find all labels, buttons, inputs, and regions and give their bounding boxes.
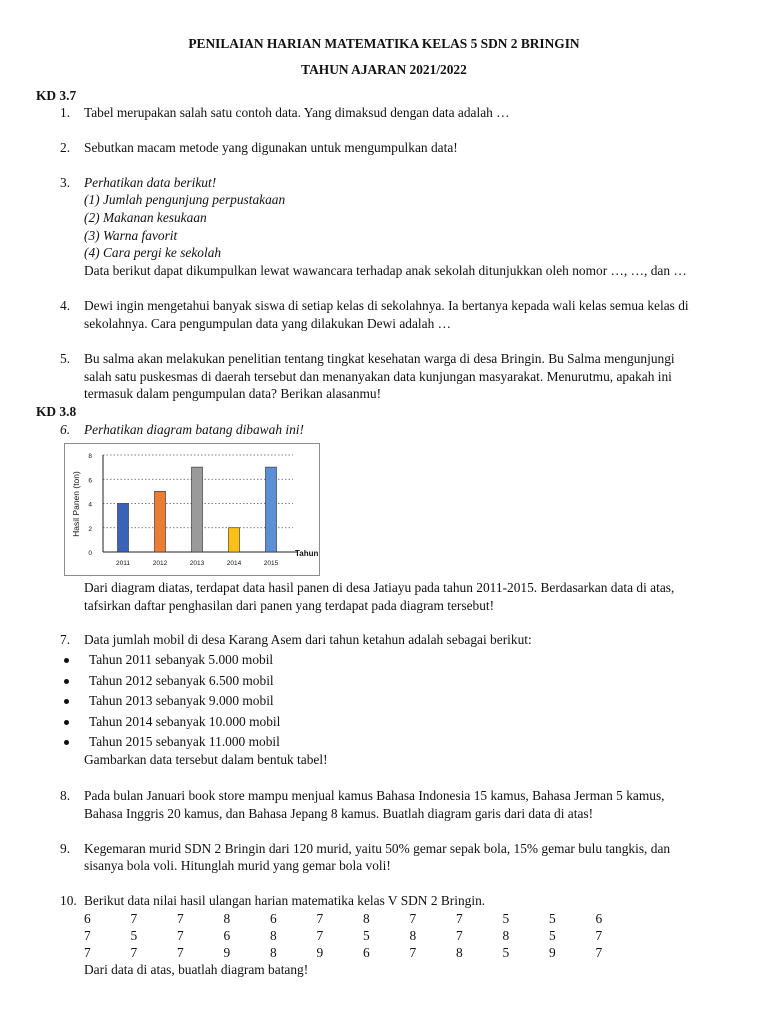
- q7-list-item: Tahun 2014 sebanyak 10.000 mobil: [89, 714, 281, 729]
- q3-item: (2) Makanan kesukaan: [84, 210, 207, 225]
- q10-value: 5: [549, 911, 556, 926]
- q7-intro: Data jumlah mobil di desa Karang Asem dari tahun ketahun adalah sebagai berikut:: [84, 632, 532, 647]
- x-axis-label: Tahun: [295, 549, 319, 558]
- q3-number: 3.: [60, 175, 71, 190]
- q10-value: 7: [177, 928, 184, 943]
- q7-number: 7.: [60, 632, 71, 647]
- q3-intro: Perhatikan data berikut!: [84, 175, 217, 190]
- q10-intro: Berikut data nilai hasil ulangan harian matematika kelas V SDN 2 Bringin.: [84, 893, 486, 908]
- q10-value: 6: [270, 911, 277, 926]
- q9-number: 9.: [60, 841, 71, 856]
- bullet-icon: [64, 658, 69, 663]
- page-title: PENILAIAN HARIAN MATEMATIKA KELAS 5 SDN 2 BRINGIN: [188, 36, 580, 51]
- q3-item: (4) Cara pergi ke sekolah: [84, 245, 222, 260]
- x-tick-label: 2013: [189, 560, 205, 567]
- q7-question: Gambarkan data tersebut dalam bentuk tabel!: [84, 752, 328, 767]
- q6-number: 6.: [60, 422, 71, 437]
- q10-value: 7: [84, 928, 91, 943]
- bar-chart: [65, 444, 319, 575]
- q7-list-item: Tahun 2015 sebanyak 11.000 mobil: [89, 734, 280, 749]
- q10-value: 6: [84, 911, 91, 926]
- q10-value: 6: [595, 911, 603, 926]
- q10-value: 7: [177, 911, 184, 926]
- y-tick-label: 8: [88, 453, 92, 460]
- q10-value: 6: [363, 945, 370, 960]
- q10-value: 7: [84, 945, 91, 960]
- q10-value: 7: [316, 928, 324, 943]
- q1-number: 1.: [60, 105, 71, 120]
- q5-text-line2: salah satu puskesmas di daerah tersebut dan menanyakan data kunjungan masyarakat. Menurutmu, apakah ini: [84, 369, 672, 384]
- q10-value: 7: [409, 945, 417, 960]
- q10-value: 7: [316, 911, 324, 926]
- bar: [229, 528, 240, 552]
- q10-value: 5: [502, 945, 510, 960]
- q10-value: 9: [549, 945, 556, 960]
- q10-value: 7: [456, 911, 463, 926]
- q8-number: 8.: [60, 788, 71, 803]
- bullet-icon: [64, 679, 69, 684]
- q10-value: 7: [130, 911, 138, 926]
- bar: [192, 467, 203, 552]
- q10-value: 5: [363, 928, 370, 943]
- q9-text-line1: Kegemaran murid SDN 2 Bringin dari 120 murid, yaitu 50% gemar sepak bola, 15% gemar bulu tangkis, dan: [84, 841, 671, 856]
- q4-text-line2: sekolahnya. Cara pengumpulan data yang dilakukan Dewi adalah …: [84, 316, 452, 331]
- y-tick-label: 4: [88, 501, 92, 509]
- q10-value: 8: [363, 911, 370, 926]
- q10-value: 7: [595, 945, 603, 960]
- q8-text-line2: Bahasa Inggris 20 kamus, dan Bahasa Jepang 8 kamus. Buatlah diagram garis dari data di atas!: [84, 806, 594, 821]
- q3-item: (1) Jumlah pengunjung perpustakaan: [84, 192, 286, 207]
- q10-value: 8: [456, 945, 463, 960]
- q5-number: 5.: [60, 351, 71, 366]
- bullet-icon: [64, 720, 69, 725]
- x-tick-label: 2011: [116, 560, 130, 567]
- bullet-icon: [64, 740, 69, 745]
- q10-value: 7: [409, 911, 417, 926]
- bar: [155, 491, 166, 552]
- x-tick-label: 2014: [226, 560, 242, 567]
- q7-list-item: Tahun 2012 sebanyak 6.500 mobil: [89, 673, 274, 688]
- q9-text-line2: sisanya bola voli. Hitunglah murid yang gemar bola voli!: [84, 858, 391, 873]
- q2-text: Sebutkan macam metode yang digunakan untuk mengumpulkan data!: [84, 140, 458, 155]
- x-tick-label: 2012: [152, 560, 168, 567]
- section-heading-kd37: KD 3.7: [36, 88, 77, 103]
- q5-text-line3: termasuk dalam pengumpulan data? Berikan alasanmu!: [84, 386, 382, 401]
- q10-value: 9: [223, 945, 231, 960]
- q6-text-line1: Dari diagram diatas, terdapat data hasil panen di desa Jatiayu pada tahun 2011-2015. Berdasarkan data di atas,: [84, 580, 675, 595]
- section-heading-kd38: KD 3.8: [36, 404, 77, 419]
- q10-question: Dari data di atas, buatlah diagram batang!: [84, 962, 309, 977]
- q10-value: 7: [177, 945, 184, 960]
- q10-value: 9: [316, 945, 324, 960]
- chart-bars: [118, 467, 277, 552]
- q7-list-item: Tahun 2013 sebanyak 9.000 mobil: [89, 693, 274, 708]
- q7-list-item: Tahun 2011 sebanyak 5.000 mobil: [89, 652, 274, 667]
- q10-value: 7: [595, 928, 603, 943]
- q10-value: 7: [130, 945, 138, 960]
- y-tick-label: 0: [88, 550, 92, 557]
- q6-intro: Perhatikan diagram batang dibawah ini!: [84, 422, 304, 437]
- q10-value: 8: [409, 928, 417, 943]
- q5-text-line1: Bu salma akan melakukan penelitian tentang tingkat kesehatan warga di desa Bringin. Bu Salma mengunjungi: [84, 351, 675, 366]
- q10-value: 8: [502, 928, 510, 943]
- x-tick-label: 2015: [263, 560, 279, 567]
- q10-number: 10.: [60, 893, 77, 908]
- q10-value: 6: [223, 928, 231, 943]
- q10-value: 5: [130, 928, 138, 943]
- q3-item: (3) Warna favorit: [84, 228, 178, 243]
- q3-question: Data berikut dapat dikumpulkan lewat wawancara terhadap anak sekolah ditunjukkan oleh nomor …, …, dan …: [84, 263, 687, 278]
- x-tick-labels: [116, 560, 279, 567]
- q10-value: 8: [270, 928, 277, 943]
- y-axis-label: Hasil Panen (ton): [71, 471, 81, 537]
- q10-value: 8: [270, 945, 277, 960]
- q10-value: 5: [502, 911, 510, 926]
- q10-value: 5: [549, 928, 556, 943]
- q2-number: 2.: [60, 140, 71, 155]
- q6-text-line2: tafsirkan daftar penghasilan dari panen yang terdapat pada diagram tersebut!: [84, 598, 495, 613]
- q4-number: 4.: [60, 298, 71, 313]
- q1-text: Tabel merupakan salah satu contoh data. Yang dimaksud dengan data adalah …: [84, 105, 510, 120]
- page-subtitle: TAHUN AJARAN 2021/2022: [301, 62, 467, 77]
- bullet-icon: [64, 699, 69, 704]
- q10-value: 7: [456, 928, 463, 943]
- y-tick-labels: [88, 453, 92, 557]
- y-tick-label: 2: [88, 525, 92, 533]
- q8-text-line1: Pada bulan Januari book store mampu menjual kamus Bahasa Indonesia 15 kamus, Bahasa Jerman 5 kamus,: [84, 788, 665, 803]
- y-tick-label: 6: [88, 477, 92, 485]
- q4-text-line1: Dewi ingin mengetahui banyak siswa di setiap kelas di sekolahnya. Ia bertanya kepada wali kelas semua kelas di: [84, 298, 689, 313]
- bar-chart-frame: [64, 443, 320, 576]
- bar: [118, 504, 129, 553]
- bar: [266, 467, 277, 552]
- q10-value: 8: [223, 911, 231, 926]
